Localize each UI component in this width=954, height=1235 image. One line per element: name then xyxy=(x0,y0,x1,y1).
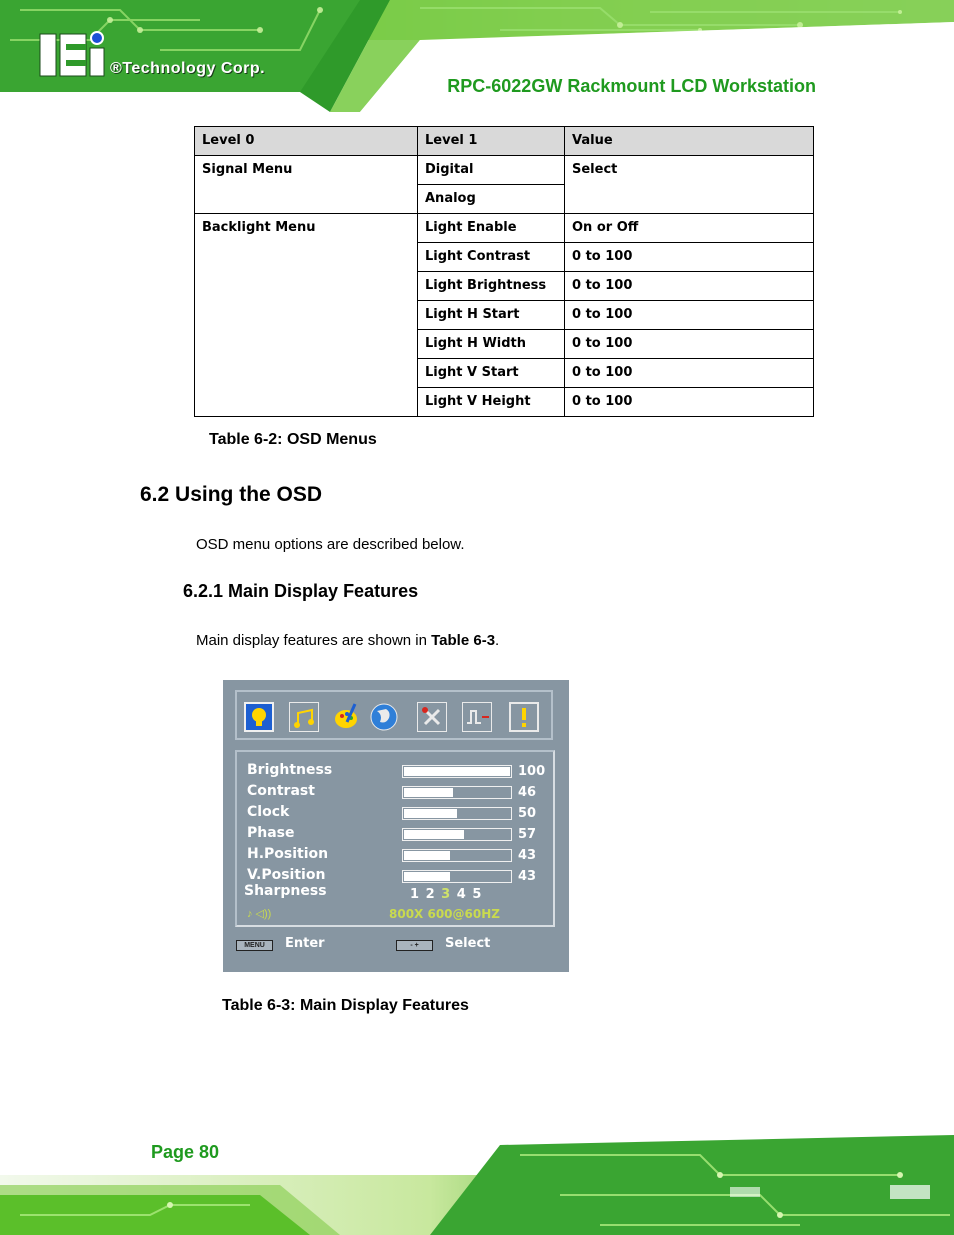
sharpness-option[interactable]: 1 xyxy=(410,887,420,902)
value-cell: 0 to 100 xyxy=(565,243,814,272)
osd-level-fill xyxy=(404,872,450,881)
osd-level-bar[interactable] xyxy=(402,765,512,778)
osd-item-value: 100 xyxy=(518,764,546,779)
page-number: Page 80 xyxy=(151,1142,220,1162)
osd-level-fill xyxy=(404,851,450,860)
osd-item-value: 43 xyxy=(518,869,537,884)
osd-level-bar[interactable] xyxy=(402,807,512,820)
value-cell: On or Off xyxy=(565,214,814,243)
brightness-bulb-icon xyxy=(244,702,274,732)
minus-plus-key-icon: - + xyxy=(396,940,433,951)
osd-item-label[interactable]: V.Position xyxy=(247,867,326,883)
select-label: Select xyxy=(445,936,491,951)
level1-cell: Analog xyxy=(418,185,565,214)
page-header xyxy=(0,0,954,112)
paragraph-text: Main display features are shown in xyxy=(196,632,432,649)
language-globe-icon xyxy=(369,702,399,732)
table-6-2-caption: Table 6-2: OSD Menus xyxy=(209,431,377,448)
table-6-3-caption: Table 6-3: Main Display Features xyxy=(222,997,469,1014)
section-heading: 6.2 Using the OSD xyxy=(140,483,323,506)
audio-speaker-icon: ♪ ◁)) xyxy=(247,908,272,920)
osd-item-label[interactable]: Brightness xyxy=(247,762,333,778)
sharpness-scale xyxy=(410,887,481,902)
header-level-0: Level 0 xyxy=(195,127,418,156)
paragraph-end: . xyxy=(495,632,500,649)
osd-item-label[interactable]: Phase xyxy=(247,825,295,841)
tools-settings-icon xyxy=(417,702,447,732)
level1-cell: Light H Start xyxy=(418,301,565,330)
sharpness-option[interactable]: 5 xyxy=(472,887,482,902)
information-exclamation-icon xyxy=(509,702,539,732)
sharpness-option-selected[interactable]: 3 xyxy=(441,887,451,902)
osd-item-label[interactable]: H.Position xyxy=(247,846,329,862)
osd-level-fill xyxy=(404,830,464,839)
osd-main-display-screenshot xyxy=(223,680,569,972)
osd-level-bar[interactable] xyxy=(402,849,512,862)
footer-circuit-graphic xyxy=(0,1125,954,1235)
osd-level-bar[interactable] xyxy=(402,870,512,883)
company-logo-text: ®Technology Corp. xyxy=(110,60,266,77)
osd-item-value: 46 xyxy=(518,785,537,800)
header-value: Value xyxy=(565,127,814,156)
signal-input-icon xyxy=(462,702,492,732)
value-cell: 0 to 100 xyxy=(565,330,814,359)
enter-label: Enter xyxy=(285,936,325,951)
iei-logo-icon xyxy=(40,32,104,76)
osd-level-fill xyxy=(404,809,457,818)
header-level-1: Level 1 xyxy=(418,127,565,156)
audio-music-icon xyxy=(289,702,319,732)
osd-level-fill xyxy=(404,788,453,797)
backlight-menu-cell: Backlight Menu xyxy=(195,214,418,417)
signal-menu-cell: Signal Menu xyxy=(195,156,418,214)
table-row xyxy=(195,214,814,243)
page-footer xyxy=(0,1125,954,1235)
level1-cell: Light H Width xyxy=(418,330,565,359)
osd-icon-bar xyxy=(235,690,553,740)
value-cell: 0 to 100 xyxy=(565,359,814,388)
level1-cell: Light Contrast xyxy=(418,243,565,272)
product-title: RPC-6022GW Rackmount LCD Workstation xyxy=(447,76,816,96)
level1-cell: Light Brightness xyxy=(418,272,565,301)
level1-cell: Light V Start xyxy=(418,359,565,388)
section-intro: OSD menu options are described below. xyxy=(196,536,465,553)
osd-item-value: 57 xyxy=(518,827,537,842)
sharpness-option[interactable]: 4 xyxy=(456,887,466,902)
value-cell: Select xyxy=(565,156,814,214)
subsection-heading: 6.2.1 Main Display Features xyxy=(183,581,419,601)
sharpness-option[interactable]: 2 xyxy=(425,887,435,902)
value-cell: 0 to 100 xyxy=(565,388,814,417)
sharpness-label: Sharpness xyxy=(244,883,327,899)
osd-level-fill xyxy=(404,767,510,776)
level1-cell: Light Enable xyxy=(418,214,565,243)
table-reference-link: Table 6-3 xyxy=(431,632,496,649)
level1-cell: Digital xyxy=(418,156,565,185)
level1-cell: Light V Height xyxy=(418,388,565,417)
osd-item-value: 50 xyxy=(518,806,537,821)
menu-key-icon: MENU xyxy=(236,940,273,951)
osd-item-label[interactable]: Clock xyxy=(247,804,290,820)
osd-item-label[interactable]: Contrast xyxy=(247,783,315,799)
resolution-readout: 800X 600@60HZ xyxy=(389,907,500,921)
osd-item-value: 43 xyxy=(518,848,537,863)
value-cell: 0 to 100 xyxy=(565,301,814,330)
osd-level-bar[interactable] xyxy=(402,828,512,841)
osd-level-bar[interactable] xyxy=(402,786,512,799)
color-palette-icon xyxy=(333,702,363,732)
table-header-row xyxy=(195,127,814,156)
table-row xyxy=(195,156,814,185)
osd-adjustment-panel xyxy=(235,750,555,927)
value-cell: 0 to 100 xyxy=(565,272,814,301)
osd-menus-table xyxy=(194,126,814,417)
section-paragraph xyxy=(196,632,499,649)
